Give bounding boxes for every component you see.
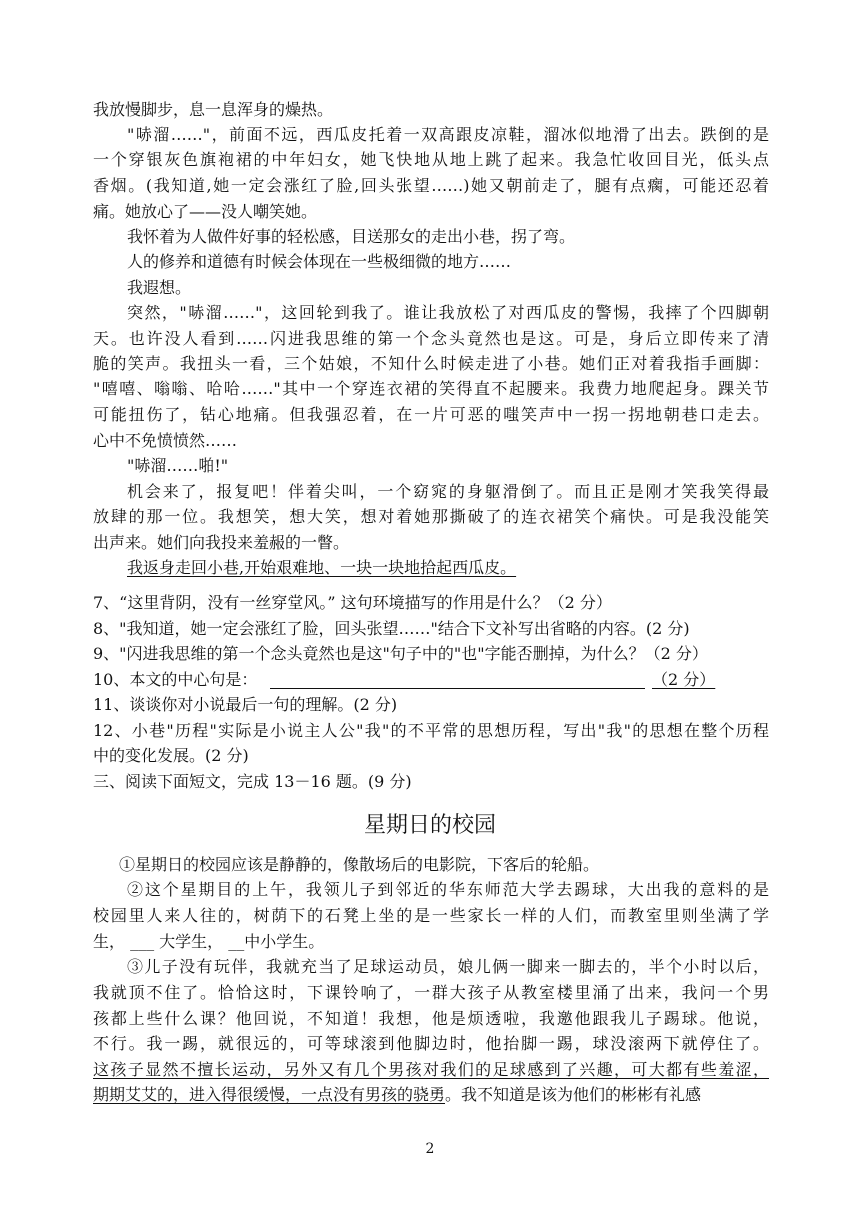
- story-line: 我放慢脚步，息一息浑身的燥热。: [93, 100, 334, 119]
- section-three-heading: 三、阅读下面短文，完成 13－16 题。(9 分): [93, 772, 412, 791]
- passage-line: 孩都上些什么课？他回说，不知道！我想，他是烦透啦，我邀他跟我儿子踢球。他说，: [93, 1009, 769, 1028]
- passage-line-tail: 。我不知道是该为他们的彬彬有礼感: [445, 1085, 702, 1104]
- passage-line: 生， ___ 大学生， __中小学生。: [93, 932, 325, 951]
- story-line: 机会来了，报复吧！伴着尖叫，一个窈窕的身躯滑倒了。而且正是刚才笑我笑得最: [127, 482, 769, 501]
- passage-line: ①星期日的校园应该是静静的，像散场后的电影院，下客后的轮船。: [119, 855, 600, 874]
- story-line: 痛。她放心了——没人嘲笑她。: [93, 202, 318, 221]
- story-line: "哧溜……"，前面不远，西瓜皮托着一双高跟皮凉鞋，溜冰似地滑了出去。跌倒的是: [127, 125, 769, 144]
- story-line: 放肆的那一位。我想笑，想大笑，想对着她那撕破了的连衣裙笑个痛快。可是我没能笑: [93, 507, 769, 526]
- story-line: 我遐想。: [127, 278, 192, 297]
- answer-blank-line: [270, 688, 645, 689]
- passage-line: ③儿子没有玩伴，我就充当了足球运动员，娘儿俩一脚来一脚去的，半个小时以后，: [127, 957, 769, 976]
- passage-line: 校园里人来人往的，树荫下的石凳上坐的是一些家长一样的人们，而教室里则坐满了学: [93, 906, 769, 925]
- passage-underlined-segment: 期期艾艾的，进入得很缓慢，一点没有男孩的骁勇: [93, 1085, 446, 1104]
- story-last-line-underlined: 我返身走回小巷,开始艰难地、一块一块地拾起西瓜皮。: [127, 558, 517, 577]
- story-line: 天。也许没人看到……闪进我思维的第一个念头竟然也是这。可是，身后立即传来了清: [93, 329, 769, 348]
- story-line: 人的修养和道德有时候会体现在一些极细微的地方……: [127, 252, 512, 271]
- question-12: 12、小巷"历程"实际是小说主人公"我"的不平常的思想历程，写出"我"的思想在整个历程: [93, 721, 769, 740]
- question-8: 8、"我知道，她一定会涨红了脸，回头张望……"结合下文补写出省略的内容。(2 分): [93, 619, 690, 638]
- page-number: 2: [425, 1141, 435, 1157]
- question-11: 11、谈谈你对小说最后一句的理解。(2 分): [93, 695, 398, 714]
- passage-title: 星期日的校园: [363, 813, 496, 838]
- story-line: 我怀着为人做件好事的轻松感，目送那女的走出小巷，拐了弯。: [127, 227, 576, 246]
- passage-line: 我就顶不住了。恰恰这时，下课铃响了，一群大孩子从教室楼里涌了出来，我问一个男: [93, 983, 769, 1002]
- passage-line: 不行。我一踢，就很远的，可等球滚到他脚边时，他抬脚一踢，球没滚两下就停住了。: [93, 1034, 769, 1053]
- story-line: 心中不免愤愤然……: [93, 431, 238, 450]
- question-10-score: （2 分）: [652, 670, 716, 689]
- question-12-cont: 中的变化发展。(2 分): [93, 746, 249, 765]
- story-line: 可能扭伤了，钻心地痛。但我强忍着，在一片可恶的嗤笑声中一拐一拐地朝巷口走去。: [93, 405, 769, 424]
- passage-line-underlined: 这孩子显然不擅长运动，另外又有几个男孩对我们的足球感到了兴趣，可大都有些羞涩，: [93, 1060, 769, 1079]
- story-line: 一个穿银灰色旗袍裙的中年妇女，她飞快地从地上跳了起来。我急忙收回目光，低头点: [93, 150, 769, 169]
- story-line: "哧溜……啪!": [127, 456, 229, 475]
- question-7: 7、“这里背阴，没有一丝穿堂风。” 这句环境描写的作用是什么？（2 分）: [93, 593, 612, 612]
- story-line: 出声来。她们向我投来羞赧的一瞥。: [93, 533, 350, 552]
- story-line: "嘻嘻、嗡嗡、哈哈……"其中一个穿连衣裙的笑得直不起腰来。我费力地爬起身。踝关节: [93, 379, 769, 398]
- passage-line: ②这个星期目的上午，我领儿子到邻近的华东师范大学去踢球，大出我的意料的是: [127, 880, 769, 899]
- passage-line: [93, 1082, 769, 1108]
- question-9: 9、"闪进我思维的第一个念头竟然也是这"句子中的"也"字能否删掉，为什么？（2 分）: [93, 644, 708, 663]
- story-line: 突然，"哧溜……"，这回轮到我了。谁让我放松了对西瓜皮的警惕，我摔了个四脚朝: [127, 303, 769, 322]
- question-10: 10、本文的中心句是：: [93, 670, 258, 689]
- story-line: 香烟。(我知道,她一定会涨红了脸,回头张望……)她又朝前走了，腿有点瘸，可能还忍着: [93, 176, 769, 195]
- story-line: 脆的笑声。我扭头一看，三个姑娘，不知什么时候走进了小巷。她们正对着我指手画脚：: [93, 354, 769, 373]
